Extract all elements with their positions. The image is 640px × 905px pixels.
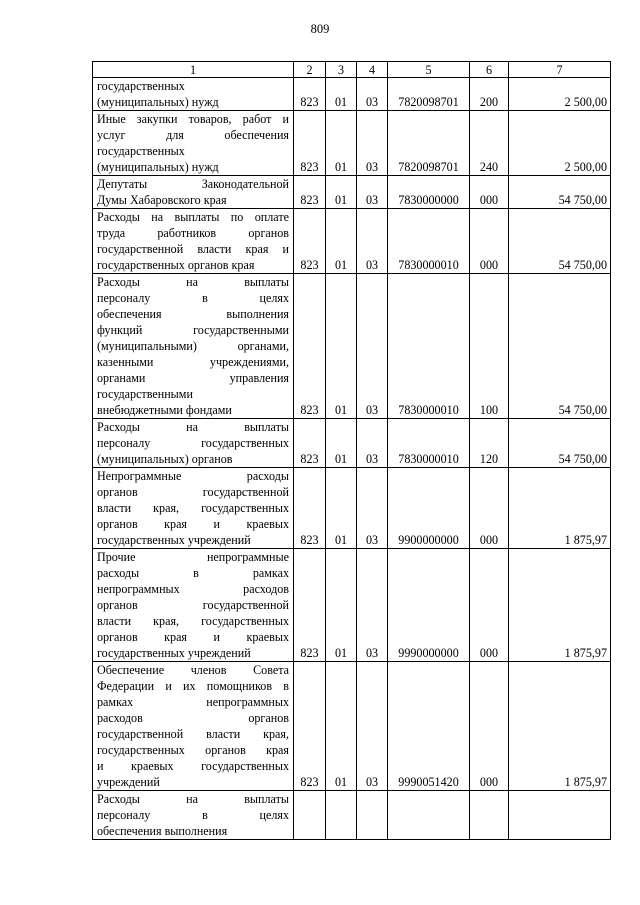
amount-cell: 54 750,00	[509, 176, 611, 209]
table-row	[93, 549, 611, 662]
row-name-line: государственных учреждений	[97, 646, 251, 660]
row-name-line: функций государственными	[97, 323, 289, 337]
target-article-cell: 7820098701	[388, 78, 470, 111]
row-name-line: государственной власти края,	[97, 727, 289, 741]
header-cell-3: 3	[326, 62, 357, 78]
subsection-code-cell: 03	[357, 78, 388, 111]
row-name-line: (муниципальными) органами,	[97, 339, 289, 353]
row-name-line: расходы в рамках	[97, 566, 289, 580]
row-name-line: рамках непрограммных	[97, 695, 289, 709]
amount-cell	[509, 791, 611, 840]
admin-code-cell: 823	[294, 549, 326, 662]
target-article-cell	[388, 791, 470, 840]
row-name-line: (муниципальных) органов	[97, 452, 233, 466]
row-name-line: (муниципальных) нужд	[97, 95, 219, 109]
expense-type-cell: 000	[470, 176, 509, 209]
section-code-cell: 01	[326, 78, 357, 111]
admin-code-cell: 823	[294, 78, 326, 111]
row-name-cell	[93, 274, 294, 419]
expense-type-cell: 240	[470, 111, 509, 176]
table-row	[93, 419, 611, 468]
row-name-cell	[93, 791, 294, 840]
row-name-line: труда работников органов	[97, 226, 289, 240]
header-cell-2: 2	[294, 62, 326, 78]
row-name-line: услуг для обеспечения	[97, 128, 289, 142]
row-name-line: учреждений	[97, 775, 160, 789]
target-article-cell: 7820098701	[388, 111, 470, 176]
row-name-line: обеспечения выполнения	[97, 824, 228, 838]
target-article-cell: 9900000000	[388, 468, 470, 549]
subsection-code-cell: 03	[357, 419, 388, 468]
row-name-line: власти края, государственных	[97, 614, 289, 628]
row-name-line: государственных	[97, 144, 185, 158]
expense-type-cell: 000	[470, 549, 509, 662]
row-name-line: органов края и краевых	[97, 630, 289, 644]
row-name-line: Обеспечение членов Совета	[97, 663, 289, 677]
section-code-cell: 01	[326, 419, 357, 468]
header-cell-5: 5	[388, 62, 470, 78]
row-name-cell	[93, 176, 294, 209]
row-name-line: Думы Хабаровского края	[97, 193, 227, 207]
row-name-line: Расходы на выплаты	[97, 275, 289, 289]
target-article-cell: 9990051420	[388, 662, 470, 791]
admin-code-cell: 823	[294, 662, 326, 791]
expense-type-cell: 200	[470, 78, 509, 111]
row-name-cell	[93, 549, 294, 662]
expense-type-cell: 100	[470, 274, 509, 419]
target-article-cell: 7830000010	[388, 419, 470, 468]
row-name-cell	[93, 111, 294, 176]
subsection-code-cell: 03	[357, 111, 388, 176]
row-name-cell	[93, 78, 294, 111]
expense-type-cell	[470, 791, 509, 840]
row-name-line: органов государственной	[97, 485, 289, 499]
amount-cell: 2 500,00	[509, 111, 611, 176]
table-row	[93, 78, 611, 111]
row-name-line: государственных учреждений	[97, 533, 251, 547]
subsection-code-cell: 03	[357, 662, 388, 791]
section-code-cell: 01	[326, 176, 357, 209]
target-article-cell: 7830000010	[388, 209, 470, 274]
section-code-cell: 01	[326, 468, 357, 549]
admin-code-cell: 823	[294, 468, 326, 549]
amount-cell: 2 500,00	[509, 78, 611, 111]
section-code-cell: 01	[326, 111, 357, 176]
table-row	[93, 209, 611, 274]
admin-code-cell: 823	[294, 111, 326, 176]
subsection-code-cell: 03	[357, 274, 388, 419]
admin-code-cell: 823	[294, 176, 326, 209]
expense-type-cell: 000	[470, 468, 509, 549]
amount-cell: 54 750,00	[509, 419, 611, 468]
target-article-cell: 9990000000	[388, 549, 470, 662]
admin-code-cell: 823	[294, 209, 326, 274]
section-code-cell	[326, 791, 357, 840]
row-name-line: непрограммных расходов	[97, 582, 289, 596]
row-name-line: государственных	[97, 79, 185, 93]
expense-type-cell: 000	[470, 662, 509, 791]
row-name-line: власти края, государственных	[97, 501, 289, 515]
table-header-row	[93, 62, 611, 78]
row-name-line: Иные закупки товаров, работ и	[97, 112, 289, 126]
row-name-line: Прочие непрограммные	[97, 550, 289, 564]
row-name-line: внебюджетными фондами	[97, 403, 232, 417]
row-name-cell	[93, 419, 294, 468]
section-code-cell: 01	[326, 662, 357, 791]
section-code-cell: 01	[326, 274, 357, 419]
amount-cell: 54 750,00	[509, 209, 611, 274]
row-name-line: Расходы на выплаты	[97, 792, 289, 806]
subsection-code-cell: 03	[357, 468, 388, 549]
header-cell-1: 1	[93, 62, 294, 78]
admin-code-cell	[294, 791, 326, 840]
row-name-line: органов края и краевых	[97, 517, 289, 531]
row-name-line: Федерации и их помощников в	[97, 679, 289, 693]
amount-cell: 1 875,97	[509, 549, 611, 662]
subsection-code-cell: 03	[357, 549, 388, 662]
table-row	[93, 662, 611, 791]
subsection-code-cell: 03	[357, 209, 388, 274]
row-name-line: казенными учреждениями,	[97, 355, 289, 369]
subsection-code-cell	[357, 791, 388, 840]
target-article-cell: 7830000010	[388, 274, 470, 419]
table-row	[93, 111, 611, 176]
table-row	[93, 468, 611, 549]
row-name-line: персоналу в целях	[97, 291, 289, 305]
row-name-line: государственными	[97, 387, 193, 401]
row-name-cell	[93, 468, 294, 549]
row-name-cell	[93, 662, 294, 791]
row-name-line: и краевых государственных	[97, 759, 289, 773]
target-article-cell: 7830000000	[388, 176, 470, 209]
section-code-cell: 01	[326, 209, 357, 274]
row-name-line: расходов органов	[97, 711, 289, 725]
budget-table	[92, 61, 611, 840]
row-name-line: государственной власти края и	[97, 242, 289, 256]
table-row	[93, 274, 611, 419]
table-row	[93, 791, 611, 840]
expense-type-cell: 000	[470, 209, 509, 274]
expense-type-cell: 120	[470, 419, 509, 468]
admin-code-cell: 823	[294, 419, 326, 468]
section-code-cell: 01	[326, 549, 357, 662]
row-name-line: Непрограммные расходы	[97, 469, 289, 483]
page-number: 809	[310, 22, 330, 36]
row-name-line: органами управления	[97, 371, 289, 385]
amount-cell: 54 750,00	[509, 274, 611, 419]
admin-code-cell: 823	[294, 274, 326, 419]
row-name-cell	[93, 209, 294, 274]
row-name-line: государственных органов края	[97, 258, 255, 272]
header-cell-7: 7	[509, 62, 611, 78]
row-name-line: персоналу государственных	[97, 436, 289, 450]
row-name-line: органов государственной	[97, 598, 289, 612]
amount-cell: 1 875,97	[509, 468, 611, 549]
row-name-line: Расходы на выплаты по оплате	[97, 210, 289, 224]
table-row	[93, 176, 611, 209]
row-name-line: Расходы на выплаты	[97, 420, 289, 434]
header-cell-6: 6	[470, 62, 509, 78]
subsection-code-cell: 03	[357, 176, 388, 209]
row-name-line: обеспечения выполнения	[97, 307, 289, 321]
row-name-line: (муниципальных) нужд	[97, 160, 219, 174]
row-name-line: Депутаты Законодательной	[97, 177, 289, 191]
row-name-line: персоналу в целях	[97, 808, 289, 822]
row-name-line: государственных органов края	[97, 743, 289, 757]
header-cell-4: 4	[357, 62, 388, 78]
amount-cell: 1 875,97	[509, 662, 611, 791]
